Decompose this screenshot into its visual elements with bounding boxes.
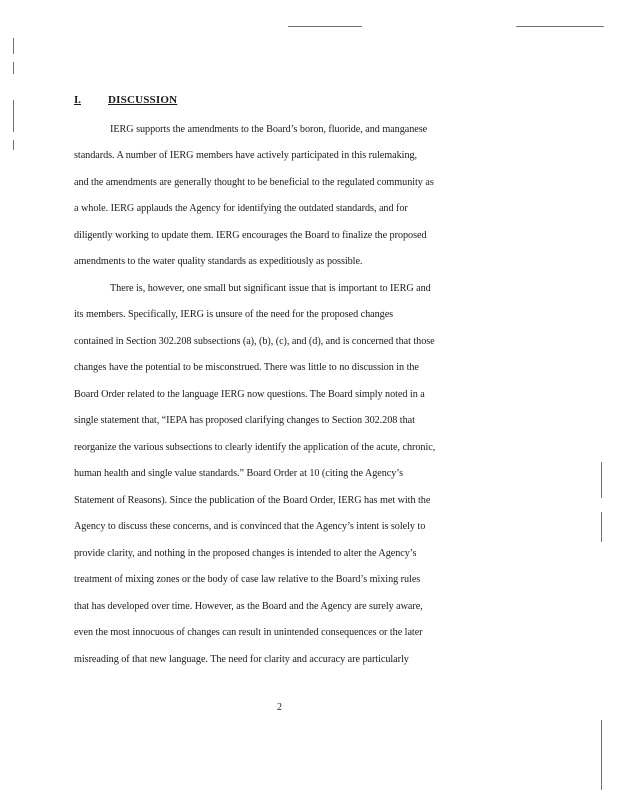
scan-artifact-left-3 — [13, 100, 14, 132]
paragraph-2-line-13: that has developed over time. However, as the Board and the Agency are surely aware, — [74, 601, 423, 612]
paragraph-2-line-2: its members. Specifically, IERG is unsure of the need for the proposed changes — [74, 309, 394, 320]
scan-artifact-right-1 — [601, 462, 602, 498]
scan-artifact-left-1 — [13, 38, 14, 54]
paragraph-2-line-7: reorganize the various subsections to clearly identify the application of the acute, chronic, — [74, 442, 436, 453]
paragraph-1-line-5: diligently working to update them. IERG encourages the Board to finalize the proposed — [74, 230, 427, 241]
scan-artifact-top-right — [516, 26, 604, 27]
section-number: I. — [74, 94, 82, 106]
paragraph-2-line-11: provide clarity, and nothing in the proposed changes is intended to alter the Agency’s — [74, 548, 417, 559]
paragraph-1-line-6: amendments to the water quality standards as expeditiously as possible. — [74, 256, 363, 267]
paragraph-1-line-1: IERG supports the amendments to the Board’s boron, fluoride, and manganese — [110, 124, 428, 135]
paragraph-2-line-3: contained in Section 302.208 subsections (a), (b), (c), and (d), and is concerned that those — [74, 336, 435, 347]
page-number: 2 — [277, 702, 282, 713]
paragraph-1-line-4: a whole. IERG applauds the Agency for identifying the outdated standards, and for — [74, 203, 408, 214]
paragraph-2-line-14: even the most innocuous of changes can result in unintended consequences or the later — [74, 627, 423, 638]
section-heading — [74, 94, 177, 106]
section-title: DISCUSSION — [108, 94, 178, 106]
paragraph-2-line-1: There is, however, one small but significant issue that is important to IERG and — [110, 283, 431, 294]
paragraph-1-line-3: and the amendments are generally thought to be beneficial to the regulated community as — [74, 177, 434, 188]
paragraph-2-line-5: Board Order related to the language IERG now questions. The Board simply noted in a — [74, 389, 425, 400]
scan-artifact-right-3 — [601, 720, 602, 790]
scan-artifact-right-2 — [601, 512, 602, 542]
paragraph-2-line-4: changes have the potential to be misconstrued. There was little to no discussion in the — [74, 362, 419, 373]
paragraph-2-line-12: treatment of mixing zones or the body of case law relative to the Board’s mixing rules — [74, 574, 421, 585]
paragraph-2-line-6: single statement that, “IEPA has proposed clarifying changes to Section 302.208 that — [74, 415, 415, 426]
scan-artifact-top-mid — [288, 26, 362, 27]
paragraph-1-line-2: standards. A number of IERG members have actively participated in this rulemaking, — [74, 150, 418, 161]
paragraph-2-line-10: Agency to discuss these concerns, and is convinced that the Agency’s intent is solely to — [74, 521, 426, 532]
scan-artifact-left-2 — [13, 62, 14, 74]
paragraph-2-line-8: human health and single value standards.” Board Order at 10 (citing the Agency’s — [74, 468, 403, 479]
paragraph-2-line-9: Statement of Reasons). Since the publication of the Board Order, IERG has met with the — [74, 495, 431, 506]
paragraph-2-line-15: misreading of that new language. The need for clarity and accuracy are particularly — [74, 654, 409, 665]
scan-artifact-left-4 — [13, 140, 14, 150]
